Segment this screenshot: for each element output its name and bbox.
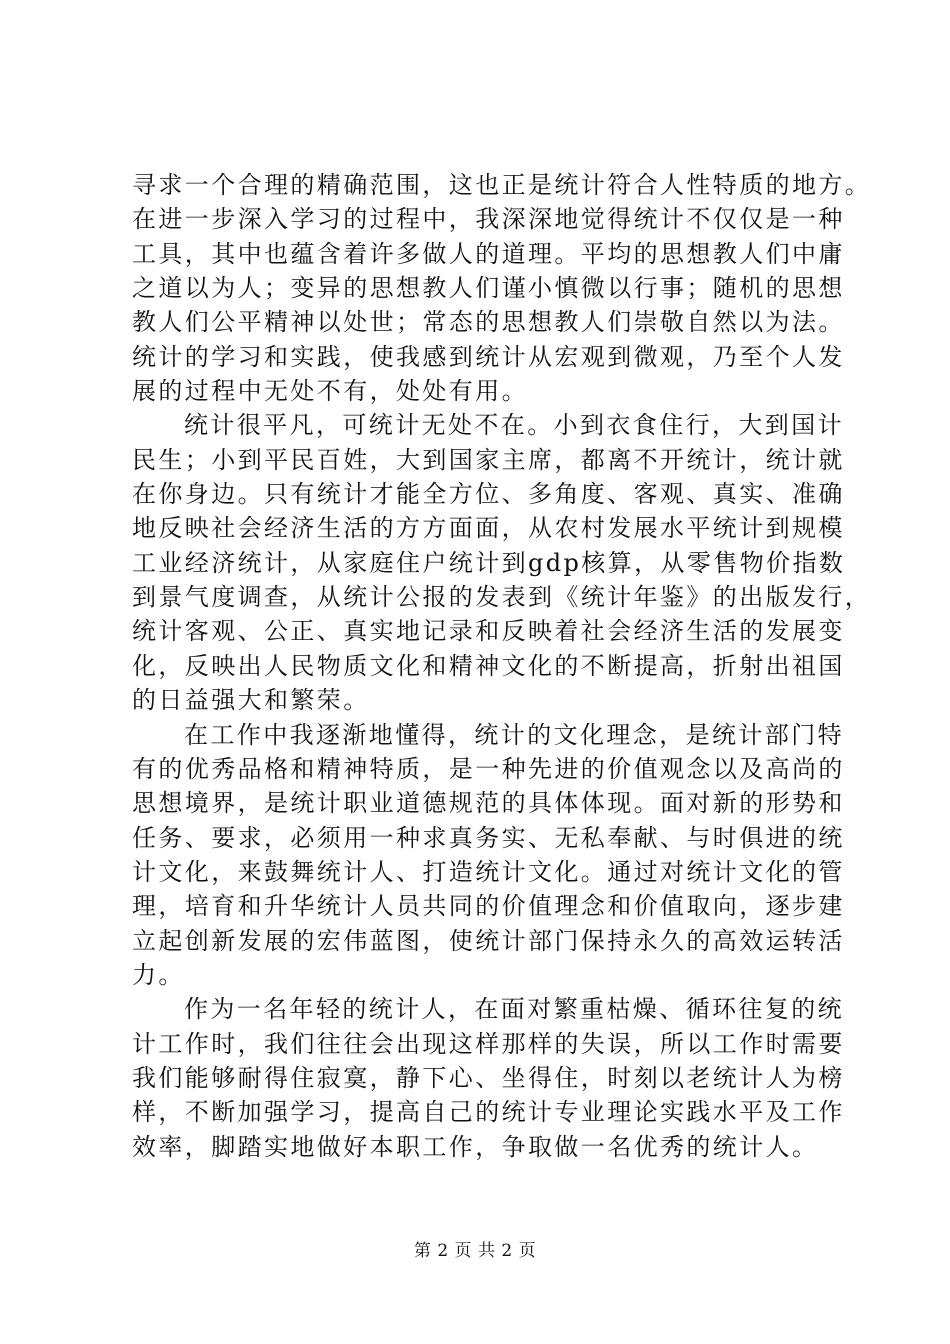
text-line: 理，培育和升华统计人员共同的价值理念和价值取向，逐步建 xyxy=(132,892,845,921)
text-line: 统计客观、公正、真实地记录和反映着社会经济生活的发展变 xyxy=(132,617,845,646)
text-line: 在进一步深入学习的过程中，我深深地觉得统计不仅仅是一种 xyxy=(132,205,845,234)
text-line: 化，反映出人民物质文化和精神文化的不断提高，折射出祖国 xyxy=(132,651,845,680)
text-line: 效率，脚踏实地做好本职工作，争取做一名优秀的统计人。 xyxy=(132,1132,819,1161)
page-number-footer: 第 2 页 共 2 页 xyxy=(413,1241,537,1261)
text-line: 力。 xyxy=(132,960,185,989)
text-line: 的日益强大和繁荣。 xyxy=(132,686,370,715)
text-line: 立起创新发展的宏伟蓝图，使统计部门保持永久的高效运转活 xyxy=(132,926,845,955)
text-line: 工业经济统计，从家庭住户统计到gdp核算，从零售物价指数 xyxy=(132,548,846,577)
text-line: 工具，其中也蕴含着许多做人的道理。平均的思想教人们中庸 xyxy=(132,239,845,268)
text-line: 民生；小到平民百姓，大到国家主席，都离不开统计，统计就 xyxy=(132,445,845,474)
paragraph-start-line: 作为一名年轻的统计人，在面对繁重枯燥、循环往复的统 xyxy=(184,995,844,1024)
body-text xyxy=(132,168,872,1164)
text-line: 我们能够耐得住寂寞，静下心、坐得住，时刻以老统计人为榜 xyxy=(132,1063,845,1092)
text-line: 任务、要求，必须用一种求真务实、无私奉献、与时俱进的统 xyxy=(132,823,845,852)
text-line: 样，不断加强学习，提高自己的统计专业理论实践水平及工作 xyxy=(132,1098,845,1127)
text-line: 地反映社会经济生活的方方面面，从农村发展水平统计到规模 xyxy=(132,514,845,543)
text-line: 展的过程中无处不有，处处有用。 xyxy=(132,377,528,406)
paragraph-start-line: 在工作中我逐渐地懂得，统计的文化理念，是统计部门特 xyxy=(184,720,844,749)
text-line: 计工作时，我们往往会出现这样那样的失误，所以工作时需要 xyxy=(132,1029,845,1058)
paragraph-start-line: 统计很平凡，可统计无处不在。小到衣食住行，大到国计 xyxy=(184,411,844,440)
text-line: 教人们公平精神以处世；常态的思想教人们崇敬自然以为法。 xyxy=(132,308,845,337)
text-line: 在你身边。只有统计才能全方位、多角度、客观、真实、准确 xyxy=(132,480,845,509)
text-line: 之道以为人；变异的思想教人们谨小慎微以行事；随机的思想 xyxy=(132,274,845,303)
text-line: 有的优秀品格和精神特质，是一种先进的价值观念以及高尚的 xyxy=(132,754,845,783)
text-line: 计文化，来鼓舞统计人、打造统计文化。通过对统计文化的管 xyxy=(132,857,845,886)
text-line: 思想境界，是统计职业道德规范的具体体现。面对新的形势和 xyxy=(132,789,845,818)
text-line: 到景气度调查，从统计公报的发表到《统计年鉴》的出版发行， xyxy=(132,583,872,612)
text-line: 寻求一个合理的精确范围，这也正是统计符合人性特质的地方。 xyxy=(132,171,872,199)
text-line: 统计的学习和实践，使我感到统计从宏观到微观，乃至个人发 xyxy=(132,342,845,371)
